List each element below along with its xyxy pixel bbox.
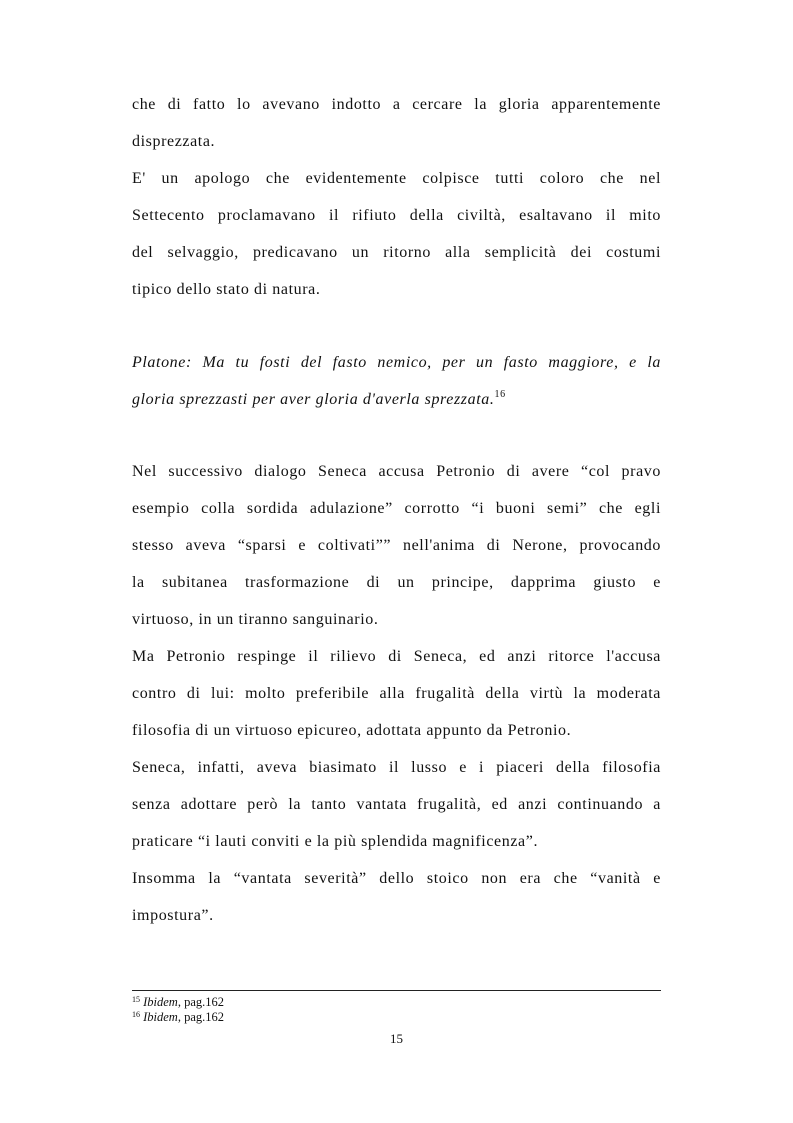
footnote-separator xyxy=(132,990,661,991)
text-line: tipico dello stato di natura. xyxy=(132,281,321,298)
text-line: Settecento proclamavano il rifiuto della civiltà, esaltavano il mito xyxy=(132,207,661,224)
text-line: Nel successivo dialogo Seneca accusa Petronio di avere “col pravo xyxy=(132,463,661,480)
text-line: virtuoso, in un tiranno sanguinario. xyxy=(132,611,379,628)
text-line: disprezzata. xyxy=(132,133,216,150)
paragraph-1 xyxy=(132,86,661,160)
footnote-reference: 16 xyxy=(494,389,506,400)
text-line: E' un apologo che evidentemente colpisce tutti coloro che nel xyxy=(132,170,661,187)
footnotes xyxy=(132,995,661,1025)
quotation xyxy=(132,344,661,418)
text-line: Ma Petronio respinge il rilievo di Seneca, ed anzi ritorce l'accusa xyxy=(132,648,661,665)
footnote-detail: , pag.162 xyxy=(177,1010,225,1024)
page-number: 15 xyxy=(390,1031,403,1046)
paragraph-4 xyxy=(132,638,661,749)
footnote-number: 15 xyxy=(132,995,140,1004)
text-line: senza adottare però la tanto vantata frugalità, ed anzi continuando a xyxy=(132,796,661,813)
quote-line: Platone: Ma tu fosti del fasto nemico, per un fasto maggiore, e la xyxy=(132,354,661,371)
text-line: che di fatto lo avevano indotto a cercare la gloria apparentemente xyxy=(132,96,661,113)
text-line: del selvaggio, predicavano un ritorno alla semplicità dei costumi xyxy=(132,244,661,261)
footnote-detail: , pag.162 xyxy=(177,995,225,1009)
text-line: esempio colla sordida adulazione” corrotto “i buoni semi” che egli xyxy=(132,500,661,517)
text-line: impostura”. xyxy=(132,907,214,924)
paragraph-5 xyxy=(132,749,661,860)
quote-line xyxy=(132,381,661,418)
footnote-source: Ibidem xyxy=(143,1010,178,1024)
text-line: Seneca, infatti, aveva biasimato il lusso e i piaceri della filosofia xyxy=(132,759,661,776)
footnote-15 xyxy=(132,995,661,1010)
text-line: filosofia di un virtuoso epicureo, adottata appunto da Petronio. xyxy=(132,722,572,739)
footnote-number: 16 xyxy=(132,1010,140,1019)
text-line: stesso aveva “sparsi e coltivati”” nell'anima di Nerone, provocando xyxy=(132,537,661,554)
paragraph-6 xyxy=(132,860,661,934)
text-line: contro di lui: molto preferibile alla frugalità della virtù la moderata xyxy=(132,685,661,702)
footnote-source: Ibidem xyxy=(143,995,178,1009)
text-line: Insomma la “vantata severità” dello stoico non era che “vanità e xyxy=(132,870,661,887)
paragraph-3 xyxy=(132,453,661,638)
quote-line-text: gloria sprezzasti per aver gloria d'averla sprezzata. xyxy=(132,391,495,408)
text-line: praticare “i lauti conviti e la più splendida magnificenza”. xyxy=(132,833,539,850)
paragraph-2 xyxy=(132,160,661,308)
footnote-16 xyxy=(132,1010,661,1025)
text-line: la subitanea trasformazione di un principe, dapprima giusto e xyxy=(132,574,661,591)
